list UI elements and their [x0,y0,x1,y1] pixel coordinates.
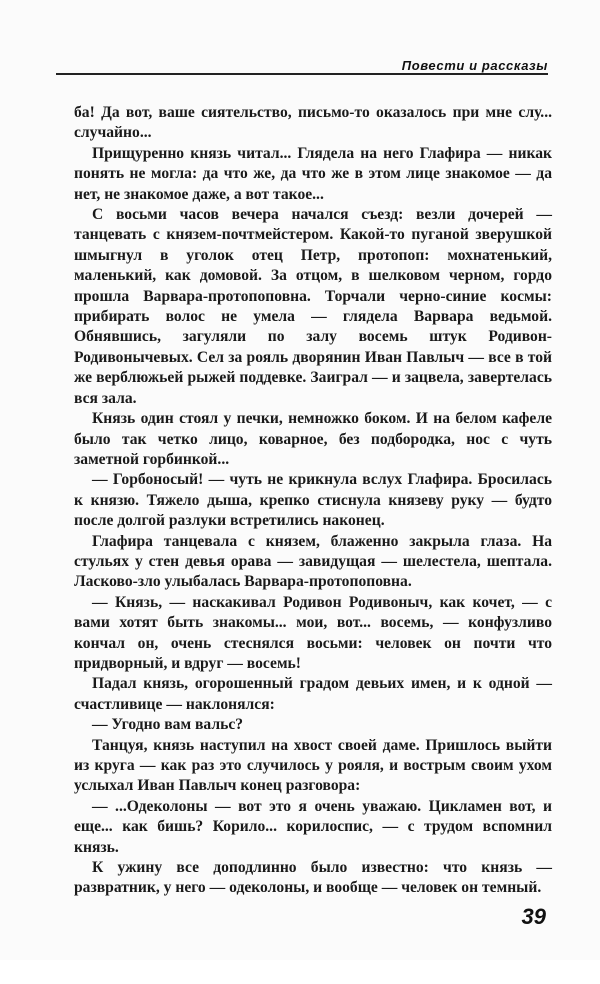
paragraph: Князь один стоял у печки, немножко боком. И на белом кафеле было так четко лицо, коварное, без подбородка, нос с чуть заметной горбинкой... [74,410,552,468]
bottom-margin [0,960,600,984]
paragraph: С восьми часов вечера начался съезд: везли дочерей — танцевать с князем-почтмейстером. Какой-то пуганой зверушкой шмыгнул в уголок отец Петр, протопоп: мохнатенький, маленький, как домовой. За отцом, в шелковом черном, гордо прошла Варвара-протопоповна. Торчали черно-синие космы: прибирать волос не умела — глядела Варвара ведьмой. Обнявшись, загуляли по залу восемь штук Родивон-Родивонычевых. Сел за рояль дворянин Иван Павлыч — все в той же верблюжьей рыжей поддевке. Заиграл — и зацвела, завертелась вся зала. [74,206,552,407]
paragraph: К ужину все доподлинно было известно: что князь — развратник, у него — одеколоны, и вообще — человек он темный. [74,859,552,897]
paragraph: Глафира танцевала с князем, блаженно закрыла глаза. На стульях у стен девья орава — завидущая — шелестела, шептала. Ласково-зло улыбалась Варвара-протопоповна. [74,532,552,591]
paragraph: — Горбоносый! — чуть не крикнула вслух Глафира. Бросилась к князю. Тяжело дыша, крепко стиснула князеву руку — будто после долгой разлуки встретились наконец. [74,471,552,530]
header-rule [56,73,548,75]
paragraph: — Князь, — наскакивал Родивон Родивоныч, как кочет, — с вами хотят быть знакомы... мои, вот... восемь, — конфузливо кончал он, очень стеснялся восьми: человек он почти что придворный, и вдруг — восемь! [74,593,552,672]
body-text [74,103,552,899]
page-number: 39 [521,904,546,929]
running-title: Повести и рассказы [401,58,548,73]
paragraph: Прищуренно князь читал... Глядела на него Глафира — никак понять не могла: да что же, да что же в этом лице знакомое — да нет, не знакомое даже, а вот такое... [74,144,552,203]
paragraph: — Угодно вам вальс? [92,716,244,734]
paragraph: ба! Да вот, ваше сиятельство, письмо-то оказалось при мне слу... случайно... [74,104,552,142]
paragraph: Танцуя, князь наступил на хвост своей даме. Пришлось выйти из круга — как раз это случилось у рояля, и вострым своим ухом услыхал Иван Павлыч конец разговора: [74,736,552,795]
paragraph: Падал князь, огорошенный градом девьих имен, и к одной — счастливице — наклонялся: [74,675,552,713]
paragraph: — ...Одеколоны — вот это я очень уважаю. Цикламен вот, и еще... как бишь? Корило... корилоспис, — с трудом вспомнил князь. [74,797,552,856]
